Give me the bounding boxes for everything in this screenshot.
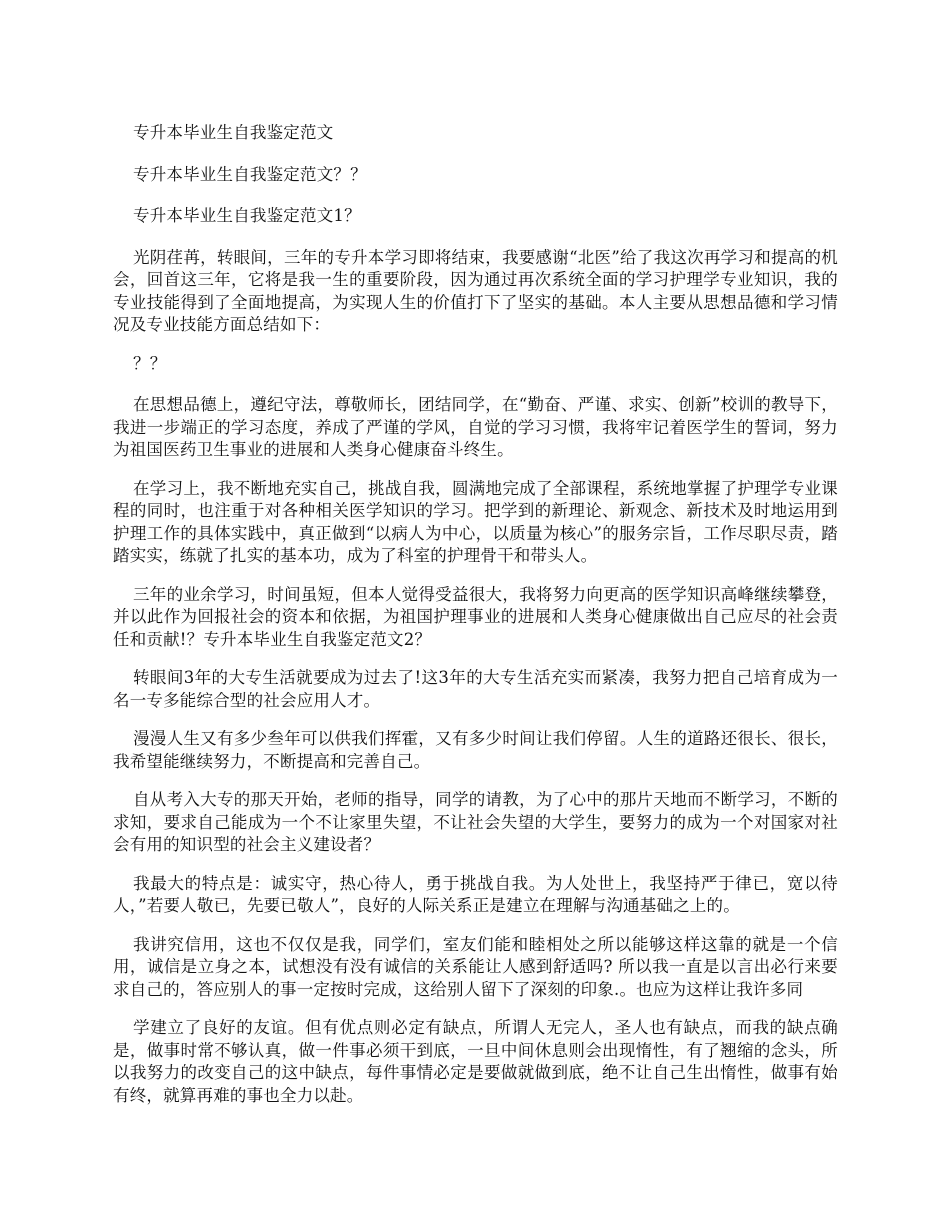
paragraph: 转眼间3年的大专生活就要成为过去了!这3年的大专生活充实而紧凑，我努力把自己培育成为一名一专多能综合型的社会应用人才。 <box>113 668 838 710</box>
subtitle-line: 专升本毕业生自我鉴定范文？？ <box>133 164 367 184</box>
paragraph: 在学习上，我不断地充实自己，挑战自我，圆满地完成了全部课程，系统地掌握了护理学专业课程的同时，也注重于对各种相关医学知识的学习。把学到的新理论、新观念、新技术及时地运用到护理工作的具体实践中，真正做到“以病人为中心，以质量为核心”的服务宗旨，工作尽职尽责，踏踏实实，练就了扎实的基本功，成为了科室的护理骨干和带头人。 <box>113 478 838 565</box>
paragraph: 三年的业余学习，时间虽短，但本人觉得受益很大，我将努力向更高的医学知识高峰继续攀登，并以此作为回报社会的资本和依据，为祖国护理事业的进展和人类身心健康做出自己应尽的社会责任和贡献!？专升本毕业生自我鉴定范文2？ <box>113 584 838 649</box>
paragraph: 漫漫人生又有多少叁年可以供我们挥霍，又有多少时间让我们停留。人生的道路还很长、很长，我希望能继续努力，不断提高和完善自己。 <box>113 729 838 771</box>
placeholder-marks: ？？ <box>133 353 167 373</box>
paragraph: 在思想品德上，遵纪守法，尊敬师长，团结同学，在“勤奋、严谨、求实、创新”校训的教导下，我进一步端正的学习态度，养成了严谨的学风，自觉的学习习惯，我将牢记着医学生的誓词，努力为祖国医药卫生事业的进展和人类身心健康奋斗终生。 <box>113 395 838 459</box>
paragraph: 我最大的特点是：诚实守，热心待人，勇于挑战自我。为人处世上，我坚持严于律已，宽以待人，”若要人敬已，先要已敬人”，良好的人际关系正是建立在理解与沟通基础之上的。 <box>113 873 838 915</box>
document-body <box>113 122 838 1123</box>
paragraph: 我讲究信用，这也不仅仅是我，同学们，室友们能和睦相处之所以能够这样这靠的就是一个信用，诚信是立身之本，试想没有没有诚信的关系能让人感到舒适吗? 所以我一直是以言出必行来要求自己的，答应别人的事一定按时完成，这给别人留下了深刻的印象.。也应为这样让我许多同 <box>113 934 838 999</box>
document-title: 专升本毕业生自我鉴定范文 <box>133 123 334 142</box>
paragraph: 学建立了良好的友谊。但有优点则必定有缺点，所谓人无完人，圣人也有缺点，而我的缺点确是，做事时常不够认真，做一件事必须干到底，一旦中间休息则会出现惰性，有了翘缩的念头，所以我努力的改变自己的这中缺点，每件事情必定是要做就做到底，绝不让自己生出惰性，做事有始有终，就算再难的事也全力以赴。 <box>113 1018 838 1105</box>
paragraph: 自从考入大专的那天开始，老师的指导，同学的请教，为了心中的那片天地而不断学习，不断的求知，要求自己能成为一个不让家里失望，不让社会失望的大学生，要努力的成为一个对国家对社会有用的知识型的社会主义建设者？ <box>113 790 838 854</box>
section-heading-1: 专升本毕业生自我鉴定范文1？ <box>133 206 361 225</box>
paragraph: 光阴荏苒，转眼间，三年的专升本学习即将结束，我要感谢“北医”给了我这次再学习和提高的机会，回首这三年，它将是我一生的重要阶段，因为通过再次系统全面的学习护理学专业知识，我的专业技能得到了全面地提高，为实现人生的价值打下了坚实的基础。本人主要从思想品德和学习情况及专业技能方面总结如下： <box>113 247 838 334</box>
